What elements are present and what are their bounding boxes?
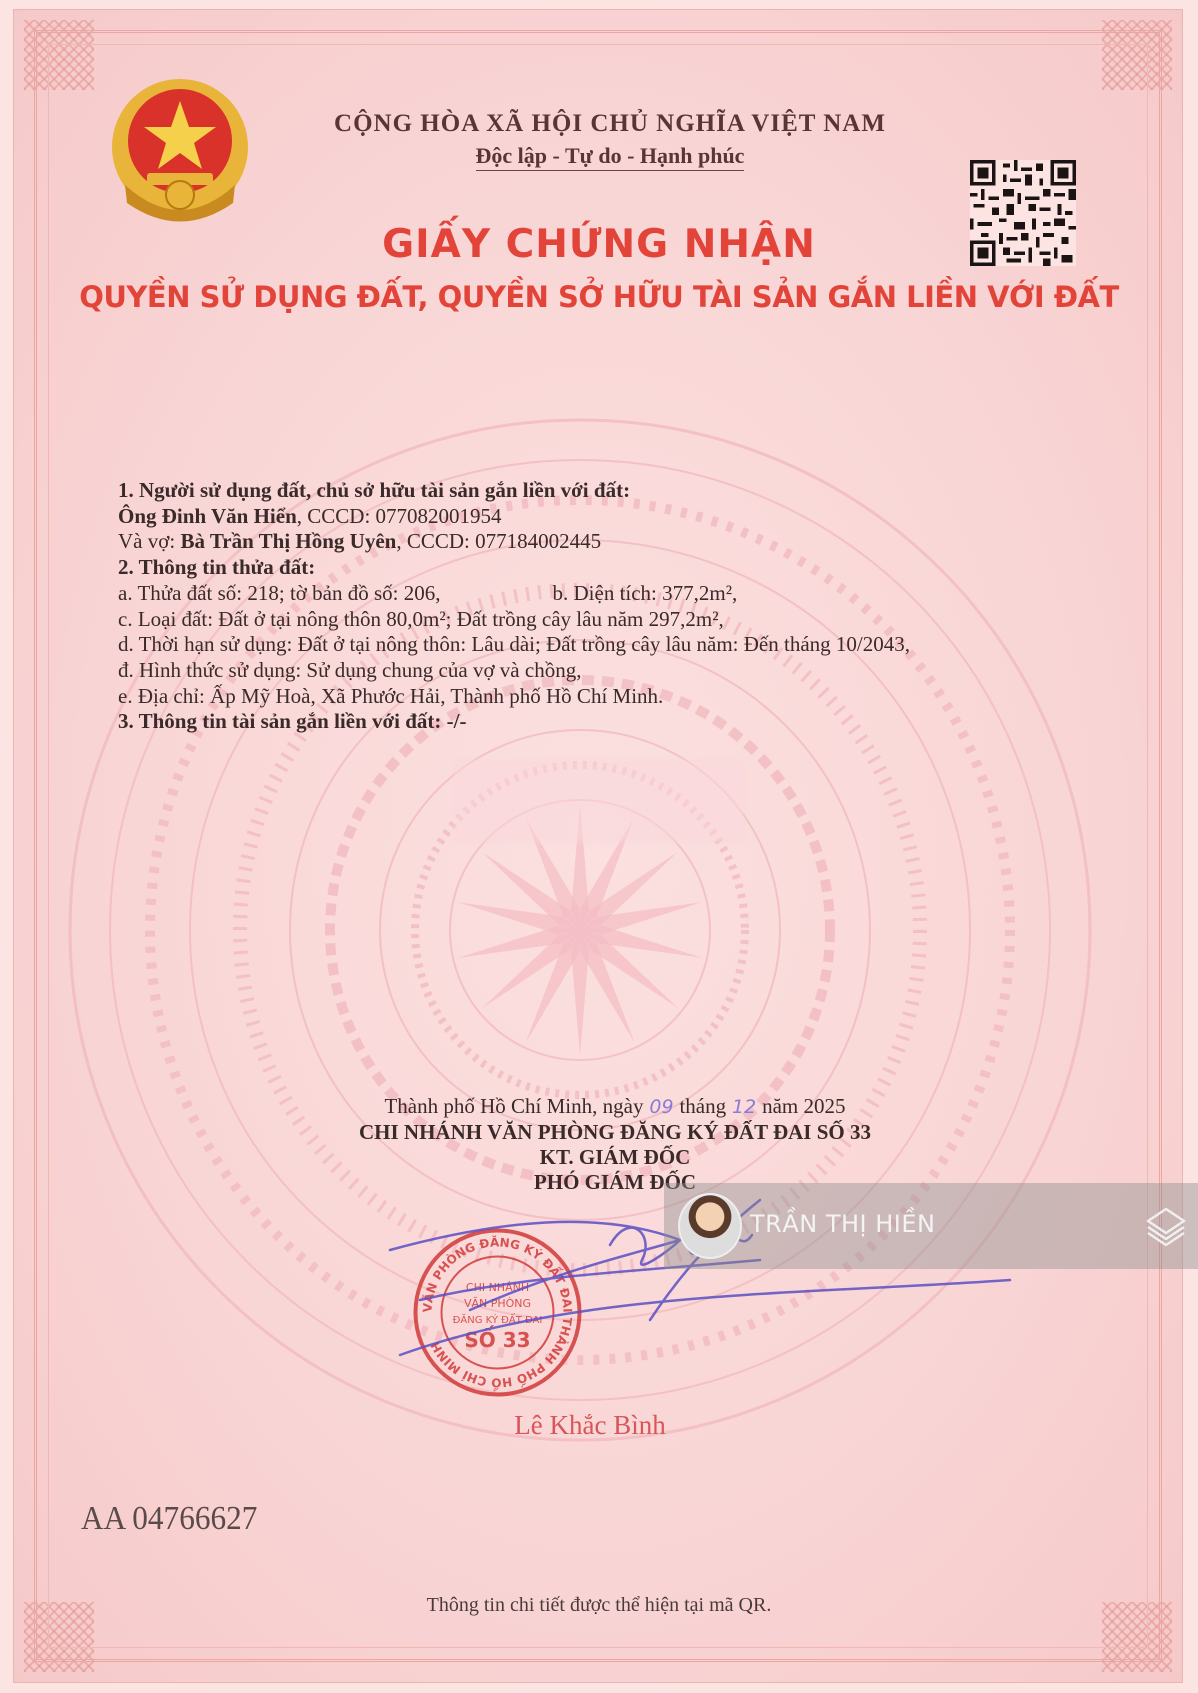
signing-place: Thành phố Hồ Chí Minh, ngày <box>384 1094 644 1118</box>
spouse-id: , CCCD: 077184002445 <box>396 529 602 554</box>
stamp-ring-text: VĂN PHÒNG ĐĂNG KÝ ĐẤT ĐAI THÀNH PHỐ HỒ CHÍ MINH <box>420 1235 575 1390</box>
spouse-line <box>118 529 1118 555</box>
section-3-heading: 3. Thông tin tài sản gắn liền với đất: <box>118 709 447 734</box>
certificate-subtitle: QUYỀN SỬ DỤNG ĐẤT, QUYỀN SỞ HỮU TÀI SẢN GẮN LIỀN VỚI ĐẤT <box>79 280 1119 314</box>
certificate-title: GIẤY CHỨNG NHẬN <box>382 222 816 267</box>
parcel-line <box>118 581 1118 607</box>
layers-logo-icon <box>1144 1205 1188 1249</box>
stamp-line: CHI NHÁNH <box>465 1281 530 1294</box>
national-motto-text: Độc lập - Tự do - Hạnh phúc <box>476 143 745 171</box>
issuing-organization: CHI NHÁNH VĂN PHÒNG ĐĂNG KÝ ĐẤT ĐAI SỐ 33 <box>358 1120 871 1144</box>
stamp-line: VĂN PHÒNG <box>463 1297 532 1310</box>
country-name: CỘNG HÒA XÃ HỘI CHỦ NGHĨA VIỆT NAM <box>334 110 886 137</box>
national-emblem-icon <box>105 75 255 230</box>
national-motto <box>260 143 960 169</box>
parcel-area: b. Diện tích: 377,2m², <box>552 580 738 605</box>
authority-line: KT. GIÁM ĐỐC <box>539 1145 691 1169</box>
watermark-banner <box>664 1183 1198 1269</box>
signing-year: năm 2025 <box>762 1094 846 1118</box>
owner-line <box>118 504 1118 530</box>
owner-id: , CCCD: 077082001954 <box>296 503 502 528</box>
owner-name: Ông Đinh Văn Hiển <box>118 503 297 528</box>
section-1-heading: 1. Người sử dụng đất, chủ sở hữu tài sản gắn liền với đất: <box>118 478 631 502</box>
stamp-line: SỐ 33 <box>464 1328 531 1352</box>
parcel-number: a. Thửa đất số: 218; tờ bản đồ số: 206, <box>118 580 441 605</box>
watermark-name: TRẦN THỊ HIỀN <box>750 1210 936 1238</box>
land-address: e. Địa chỉ: Ấp Mỹ Hoà, Xã Phước Hải, Thành phố Hồ Chí Minh. <box>118 683 664 708</box>
signing-day: 09 <box>649 1096 674 1118</box>
signing-month: 12 <box>732 1096 757 1118</box>
spouse-prefix: Và vợ: <box>118 529 181 554</box>
avatar <box>678 1193 742 1259</box>
section-2-heading: 2. Thông tin thửa đất: <box>118 555 316 580</box>
blurred-area <box>454 760 744 842</box>
certificate-body <box>118 478 1118 735</box>
signer-position: PHÓ GIÁM ĐỐC <box>533 1170 697 1194</box>
section-3-value: -/- <box>446 709 467 734</box>
usage-term: d. Thời hạn sử dụng: Đất ở tại nông thôn: Lâu dài; Đất trồng cây lâu năm: Đến tháng 10/2043, <box>118 632 910 657</box>
stamp-line: ĐĂNG KÝ ĐẤT ĐAI <box>452 1315 543 1326</box>
spouse-name: Bà Trần Thị Hồng Uyên <box>180 529 397 554</box>
section-3-line <box>118 709 1118 735</box>
signer-name: Lê Khắc Bình <box>514 1410 666 1440</box>
footer-note: Thông tin chi tiết được thể hiện tại mã QR. <box>426 1594 772 1616</box>
land-type: c. Loại đất: Đất ở tại nông thôn 80,0m²; Đất trồng cây lâu năm 297,2m², <box>118 606 724 631</box>
usage-form: đ. Hình thức sử dụng: Sử dụng chung của vợ và chồng, <box>118 657 582 682</box>
signing-place-date <box>200 1094 1030 1119</box>
serial-number: AA 04766627 <box>81 1500 258 1537</box>
month-label: tháng <box>679 1094 727 1118</box>
